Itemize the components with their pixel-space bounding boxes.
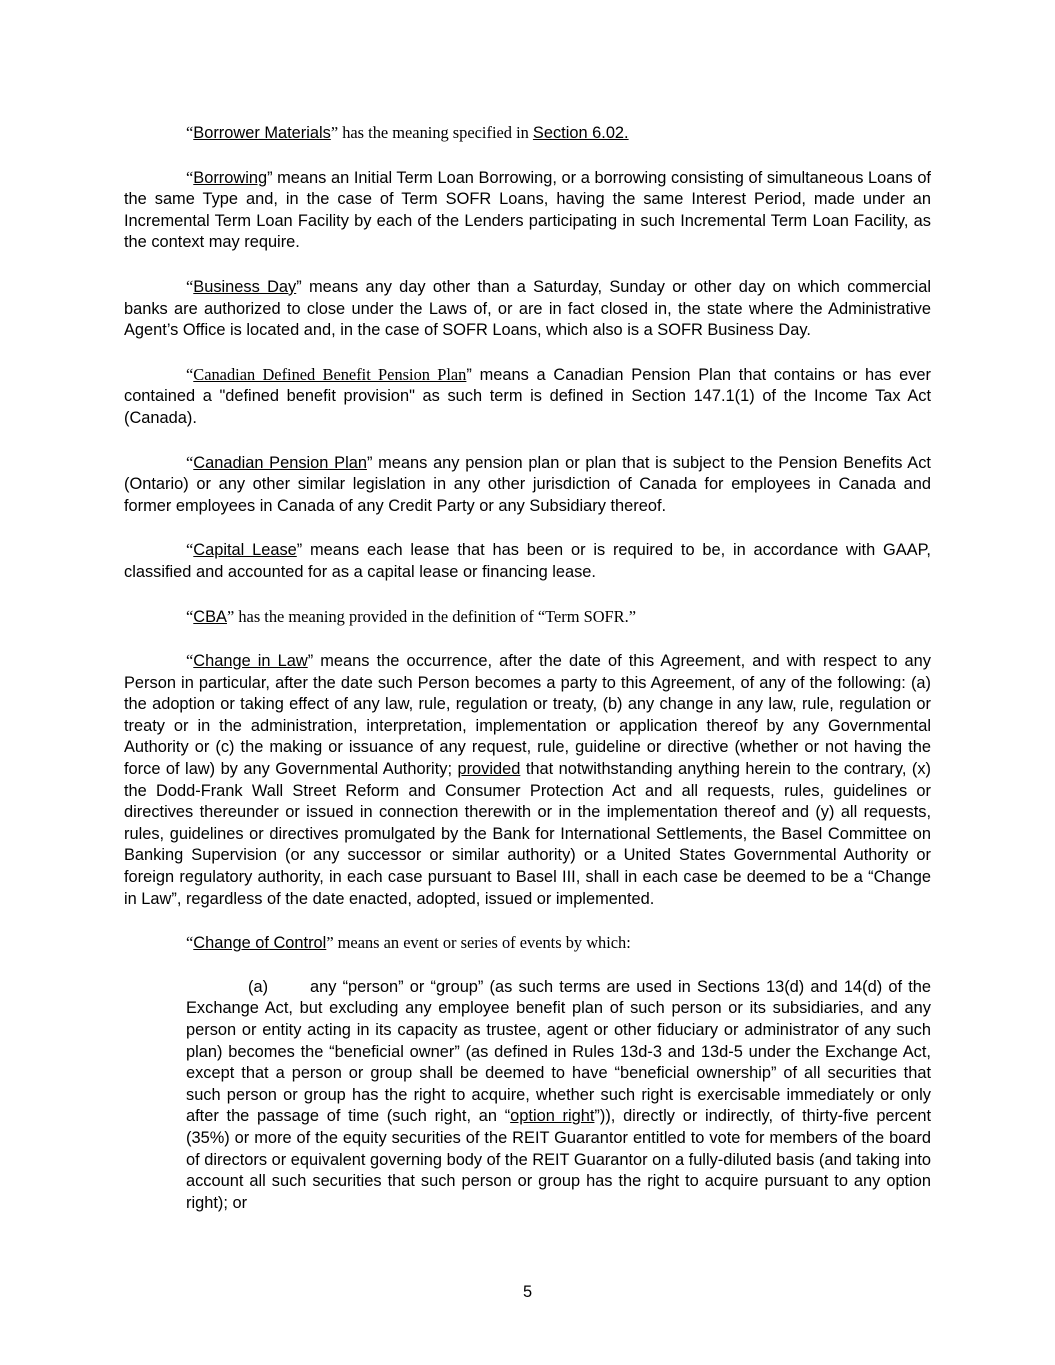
definition-borrower-materials xyxy=(124,122,931,145)
definition-text: ” means any pension plan or plan that is subject to the Pension Benefits Act (Ontario) or any other similar legislation in any other jurisdiction of Canada for employees in Canada and former employees in Canada of any Credit Party or any Subsidiary thereof. xyxy=(124,453,931,515)
definition-change-of-control: “Change of Control” means an event or series of events by which: xyxy=(186,933,631,953)
defined-term: Borrower Materials xyxy=(193,124,331,142)
defined-term: Canadian Defined Benefit Pension Plan xyxy=(193,364,467,384)
definition-text: ” means the occurrence, after the date of this Agreement, and with respect to any Person in particular, after the date such Person becomes a party to this Agreement, of any of the following: (a) the adoption or taking effect of any law, rule, regulation or treaty, (b) any change in any law, rule, regulation or treaty or in the administration, interpretation, implementation or application thereof by any Governmental Authority or (c) the making or issuance of any request, rule, guideline or directive (whether or not having the force of law) by any Governmental Authority; xyxy=(124,652,931,779)
definition-borrowing: “Borrowing” means an Initial Term Loan Borrowing, or a borrowing consisting of simultaneous Loans of the same Type and, in the case of Term SOFR Loans, having the same Interest Period, made under an Incremental Term Loan Facility by each of the Lenders participating in such Incremental Term Loan Facility, as the context may require. xyxy=(124,167,931,252)
definition-cba: “CBA” has the meaning provided in the definition of “Term SOFR.” xyxy=(186,606,636,626)
clause-text-continued: ”)), directly or indirectly, of thirty-five percent (35%) or more of the equity securities of the REIT Guarantor entitled to vote for members of the board of directors or equivalent governing body of the REIT Guarantor on a fully-diluted basis (and taking into account all such securities that such person or group has the right to acquire pursuant to any option right); or xyxy=(186,1107,931,1212)
section-reference: Section 6.02. xyxy=(532,124,629,142)
clause-a xyxy=(186,977,931,1215)
definition-text: ” means a Canadian Pension Plan that contains or has ever contained a "defined benefit provision" as such term is defined in Section 147.1(1) of the Income Tax Act (Canada). xyxy=(124,365,932,427)
defined-term: Borrowing xyxy=(193,168,268,187)
clause-label: (a) xyxy=(248,977,269,996)
definition-text: ” means each lease that has been or is required to be, in accordance with GAAP, classified and accounted for as a capital lease or financing lease. xyxy=(124,541,931,581)
definition-text-continued: that notwithstanding anything herein to the contrary, (x) the Dodd-Frank Wall Street Reform and Consumer Protection Act and all requests, rules, guidelines or directives thereunder or issued in connection therewith or in the implementation thereof and (y) all requests, rules, guidelines or directives promulgated by the Bank for International Settlements, the Basel Committee on Banking Supervision (or any successor or similar authority) or a United States Governmental Authority or foreign regulatory authority, in each case pursuant to Basel III, shall in each case be deemed to be a “Change in Law”, regardless of the date enacted, adopted, issued or implemented. xyxy=(124,760,931,908)
page-number: 5 xyxy=(522,1283,533,1301)
clause-text: any “person” or “group” (as such terms are used in Sections 13(d) and 14(d) of the Exchange Act, but excluding any employee benefit plan of such person or its subsidiaries, and any person or entity acting in its capacity as trustee, agent or other fiduciary or administrator of any such plan) becomes the “beneficial owner” (as defined in Rules 13d-3 and 13d-5 under the Exchange Act, except that a person or group shall be deemed to have “beneficial ownership” of all securities that such person or group has the right to acquire, whether such right is exercisable immediately or only after the passage of time (such right, an “ xyxy=(186,977,931,1126)
definition-text: ” has the meaning specified in xyxy=(330,123,533,142)
defined-term: Change in Law xyxy=(193,652,308,671)
provided-term: provided xyxy=(457,760,521,779)
definition-text: ” means an event or series of events by which: xyxy=(326,933,631,953)
defined-term: Canadian Pension Plan xyxy=(193,453,367,472)
definition-canadian-pension-plan: “Canadian Pension Plan” means any pension plan or plan that is subject to the Pension Benefits Act (Ontario) or any other similar legislation in any other jurisdiction of Canada for employees in Canada and former employees in Canada of any Credit Party or any Subsidiary thereof. xyxy=(124,452,931,515)
definition-business-day: “Business Day” means any day other than a Saturday, Sunday or other day on which commercial banks are authorized to close under the Laws of, or are in fact closed in, the state where the Administrative Agent’s Office is located and, in the case of SOFR Loans, which also is a SOFR Business Day. xyxy=(124,276,931,340)
definition-text: ” means an Initial Term Loan Borrowing, or a borrowing consisting of simultaneous Loans of the same Type and, in the case of Term SOFR Loans, having the same Interest Period, made under an Incremental Term Loan Facility by each of the Lenders participating in such Incremental Term Loan Facility, as the context may require. xyxy=(124,168,931,252)
defined-term: Change of Control xyxy=(193,934,327,953)
option-right-term: option right xyxy=(510,1107,595,1126)
definition-text: ” means any day other than a Saturday, Sunday or other day on which commercial banks are authorized to close under the Laws of, or are in fact closed in, the state where the Administrative Agent’s Office is located and, in the case of SOFR Loans, which also is a SOFR Business Day. xyxy=(124,277,931,340)
defined-term: Capital Lease xyxy=(193,541,297,560)
defined-term: Business Day xyxy=(193,277,297,296)
open-quote: “ xyxy=(186,123,194,142)
definition-text: ” has the meaning provided in the definition of “Term SOFR.” xyxy=(226,606,636,626)
definition-change-in-law: “Change in Law” means the occurrence, after the date of this Agreement, and with respect to any Person in particular, after the date such Person becomes a party to this Agreement, of any of the following: (a) the adoption or taking effect of any law, rule, regulation or treaty, (b) any change in any law, rule, regulation or treaty or in the administration, interpretation, implementation or application thereof by any Governmental Authority or (c) the making or issuance of any request, rule, guideline or directive (whether or not having the force of law) by any Governmental Authority; provided that notwithstanding anything herein to the contrary, (x) the Dodd-Frank Wall Street Reform and Consumer Protection Act and all requests, rules, guidelines or directives thereunder or issued in connection therewith or in the implementation thereof and (y) all requests, rules, guidelines or directives promulgated by the Bank for International Settlements, the Basel Committee on Banking Supervision (or any successor or similar authority) or a United States Governmental Authority or foreign regulatory authority, in each case pursuant to Basel III, shall in each case be deemed to be a “Change in Law”, regardless of the date enacted, adopted, issued or implemented. xyxy=(124,651,931,908)
defined-term: CBA xyxy=(193,607,227,626)
definition-capital-lease: “Capital Lease” means each lease that has been or is required to be, in accordance with GAAP, classified and accounted for as a capital lease or financing lease. xyxy=(124,540,931,581)
definition-canadian-db-pension-plan: “Canadian Defined Benefit Pension Plan” means a Canadian Pension Plan that contains or has ever contained a "defined benefit provision" as such term is defined in Section 147.1(1) of the Income Tax Act (Canada). xyxy=(124,364,932,427)
